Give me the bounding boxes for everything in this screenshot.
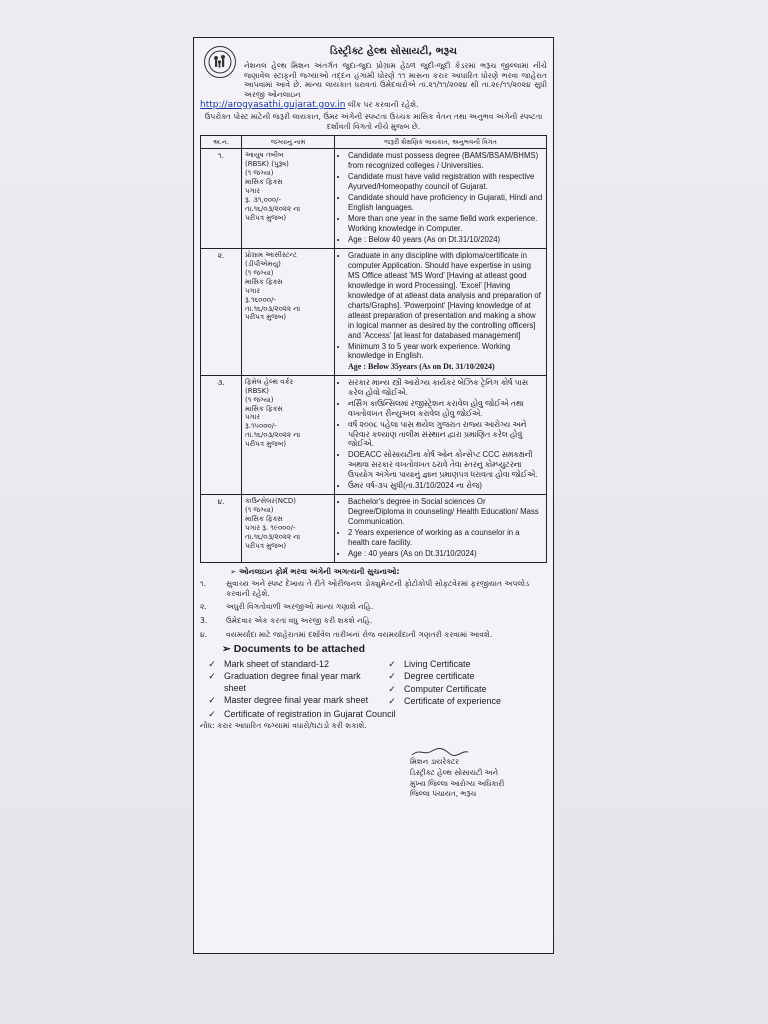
documents-heading: ➢ Documents to be attached <box>222 643 365 656</box>
notice-intro: નેશનલ હેલ્થ મિશન અંતર્ગત જુદા-જુદા પ્રોગ્રામ હેઠળ જુદી-જુદી કેડરમાં ભરૂચ જીલ્લામાં નીચે જણાવેલ સ્ટાફની જગ્યાઓ તદ્દન હંગામી ધોરણે ૧૧ માસના કરાર આધારિત ધોરણે ભરવા જાહેરાત આપવામાં આવે છે. માન્ય લાયકાત ધરાવતાં ઉમેદવારોએ તા.૨૧/૧૧/૨૦૨૪ થી તા.૨૯/૧૧/૨૦૨૪ સુધી અરજી ઓનલાઇન <box>244 60 547 99</box>
document-label: Graduation degree final year mark sheet <box>224 671 361 693</box>
row-number: ૧. <box>201 149 242 249</box>
row-number: ૪. <box>201 495 242 563</box>
list-item <box>380 671 547 683</box>
document-label: Master degree final year mark sheet <box>224 695 369 706</box>
requirement-item: • ઉંમર વર્ષ-૩૫ સુધી(તા.31/10/2024 ના રોજ) <box>348 481 543 491</box>
notice-link-line <box>200 100 547 112</box>
list-item-text: વયમર્યાદા માટે જાહેરાતમાં દર્શાવેલ તારીખનાં રોજ વયમર્યાદાની ગણતરી કરવામાં આવશે. <box>226 629 493 639</box>
document-label: Living Certificate <box>404 658 471 669</box>
list-item <box>200 602 547 612</box>
requirement-item: • More than one year in the same fielld work experience. Working knowledge in Computer. <box>348 214 543 234</box>
table-row <box>201 149 547 249</box>
table-header-row <box>201 135 547 148</box>
qualification-cell <box>335 149 547 249</box>
signature-line: જિલ્લા પંચાયત, ભરૂચ <box>410 789 477 799</box>
check-icon: ✓ <box>388 671 396 682</box>
list-item <box>200 630 547 640</box>
age-limit: Age : Below 35years (As on Dt. 31/10/2024) <box>348 362 495 372</box>
notice-intro-2: ઉપરોક્ત પોસ્ટ માટેની જરૂરી લાયકાત, ઉંમર અંગેની સ્પષ્ટતા ઉચ્ચક માસિક વેતન તથા અનુભવ અંગેની સ્પષ્ટતા દર્શાવતી વિગતો નીચે મુજબ છે. <box>204 112 543 131</box>
list-item <box>380 684 547 696</box>
check-icon: ✓ <box>388 683 396 694</box>
list-item <box>200 579 547 598</box>
requirement-item: • Age : Below 40 years (As on Dt.31/10/2024) <box>348 235 543 245</box>
post-name: પ્રોગ્રામ આસીસ્ટન્ટ (ડીપીએમયુ) (૧ જગ્યા) માસિક ફિક્સ પગાર રૂ.૧૬૦૦૦/- તા.૧૬/૦૩/૨૦૨૨ ના પરીપત્ર મુજબ) <box>242 248 335 375</box>
notice-document <box>193 37 554 954</box>
check-icon: ✓ <box>208 671 216 682</box>
signature-line: મુખ્ય જિલ્લા આરોગ્ય અધિકારી <box>410 778 505 788</box>
notice-title: ડિસ્ટ્રીક્ટ હેલ્થ સોસાયટી, ભરૂચ <box>329 46 458 57</box>
list-item-number: ૪. <box>200 629 208 639</box>
table-row <box>201 248 547 375</box>
health-logo-icon <box>204 46 236 78</box>
list-item <box>200 616 547 626</box>
requirement-item: • Bachelor's degree in Social sciences Or Degree/Diploma in counseling/ Health Education/ Mass Communication. <box>348 497 543 527</box>
list-item-number: ૨. <box>200 602 207 612</box>
qualification-cell <box>335 495 547 563</box>
signature-line: મિશન ડાયરેક્ટર <box>410 757 459 767</box>
note-text: નોંધ: કરાર આધારિત જગ્યામાં વધારો/ઘટાડો કરી શકાશે. <box>200 721 367 731</box>
header-qualification: જરૂરી શૈક્ષણિક લાયકાત, અનુભવની વિગત <box>335 135 547 148</box>
list-item-number: ૧. <box>200 578 207 588</box>
check-icon: ✓ <box>388 696 396 707</box>
requirement-item: • Candidate must possess degree (BAMS/BSAM/BHMS) from recognized colleges / Universities. <box>348 151 543 171</box>
requirement-item: • સરકાર માન્ય સ્ત્રી આરોગ્ય કાર્યકર બેઝિક ટ્રેનિંગ કોર્ષ પાસ કરેલ હોવો જોઈએ. <box>348 378 543 398</box>
document-label: Computer Certificate <box>404 683 487 694</box>
requirement-item: • Candidate should have proficiency in Gujarati, Hindi and English languages. <box>348 193 543 213</box>
post-name: કાઉન્સેલર(NCD) (૧ જગ્યા) માસિક ફિક્સ પગાર રૂ. ૧૯૦૦૦/- તા.૧૬/૦૩/૨૦૨૨ ના પરીપત્ર મુજબ) <box>242 495 335 563</box>
signature-scribble-icon <box>410 747 547 757</box>
list-item-text: ઉમેદવાર એક કરતાં વધુ અરજી કરી શકશે નહિ. <box>226 616 373 626</box>
posts-table <box>200 135 547 564</box>
row-number: ૨. <box>201 248 242 375</box>
requirement-item: • નર્સિંગ કાઉન્સિલમાં રજીસ્ટ્રેશન કરાવેલ હોવુ જોઈએ તથા વખતોવખત રીન્યુઅલ કરાવેલ હોવુ જોઈએ. <box>348 399 543 419</box>
post-name: ફિમેલ હેલ્થ વર્કર (RBSK) (૧ જગ્યા) માસિક ફિક્સ પગાર રૂ.૧૫૦૦૦/- તા.૧૬/૦૩/૨૦૨૨ ના પરીપત્ર મુજબ) <box>242 375 335 495</box>
list-item <box>200 671 380 694</box>
requirement-item: • DOEACC સોસાયટીના કોર્ષ ઓન કોન્સેપ્ટ CCC સમકક્ષની અથવા સરકાર વખતોવખત ઠરાવે તેવા સ્તરનું કોમ્પ્યુટરના ઉપયોગ અંગેના પાયાનું જ્ઞાન પ્રમાણપત્ર ધરાવતા હોવા જોઈએ. <box>348 450 543 480</box>
qualification-cell <box>335 375 547 495</box>
table-row <box>201 495 547 563</box>
post-name: આયુષ તબીબ (RBSK) (પુરૂષ) (૧ જગ્યા) માસિક ફિક્સ પગાર રૂ. ૩૧,૦૦૦/- તા.૧૬/૦૩/૨૦૨૨ ના પરીપત્ર મુજબ) <box>242 149 335 249</box>
list-item <box>200 695 380 707</box>
list-item-number: 3. <box>200 616 208 626</box>
list-item <box>200 659 380 671</box>
portal-link-suffix: લીંક પર કરવાની રહેશે. <box>347 99 419 109</box>
signature-line: ડિસ્ટ્રીક્ટ હેલ્થ સોસાયટી અને <box>410 767 498 777</box>
documents-list <box>200 659 547 709</box>
requirement-item: • Minimum 3 to 5 year work experience. Working knowledge in English. <box>348 342 543 362</box>
document-label: Degree certificate <box>404 671 475 682</box>
list-item-text: અધુરી વિગતોવાળી અરજીઓ માન્ય ગણાશે નહિ. <box>226 602 374 612</box>
requirement-item: • Candidate must have valid registration with respective Ayurved/Homeopathy council of Gujarat. <box>348 172 543 192</box>
table-row <box>201 375 547 495</box>
requirement-item: • Age : 40 years (As on Dt.31/10/2024) <box>348 549 543 559</box>
list-item <box>200 709 547 721</box>
requirement-item: • 2 Years experience of working as a counselor in a health care facility. <box>348 528 543 548</box>
instructions-heading: ➢ ઓનલાઇન ફોર્મ ભરવા અંગેની અગત્યની સુચનાઓ: <box>230 567 400 577</box>
document-label: Certificate of experience <box>404 696 502 707</box>
document-label: Mark sheet of standard-12 <box>224 658 330 669</box>
check-icon: ✓ <box>208 658 216 669</box>
documents-left-column <box>200 659 380 709</box>
list-item-text: સુવાચ્ય અને સ્પષ્ટ દેખાય તે રીતે ઓરીજનલ ડોક્યુમેન્ટની ફોટોકોપી સોફ્ટવેરમાં ફરજીયાત અપલોડ કરવાની રહેશે. <box>226 578 530 598</box>
requirement-item: • વર્ષ ૨૦૦૮ પહેલા પાસ થયેલ ગુજરાત રાજ્ય આરોગ્ય અને પરિવાર કલ્યાણ તાલીમ સંસ્થાન દ્વારા પ્રમાણિત કરેલ હોવું જોઈએ. <box>348 420 543 450</box>
check-icon: ✓ <box>208 695 216 706</box>
list-item <box>380 659 547 671</box>
signature-block <box>410 747 547 800</box>
requirement-item: • Graduate in any discipline with diploma/certificate in computer Application. Should have expertise in using MS Office atleast 'MS Word' [Having at atleast good knowledge in word Processing]. 'Excel' [Having knowledge of at atleast data analysis and preparation of charts/Graphs]. 'Powerpoint' [Having knowledge of at atleast preparation of presentation and making a show in logical manner as desired by the controlling officers] and 'Access' [at least for databased management] <box>348 251 543 341</box>
header-post-name: જગ્યાનું નામ <box>242 135 335 148</box>
check-icon: ✓ <box>208 708 216 719</box>
check-icon: ✓ <box>388 658 396 669</box>
header-sr-no: અ.નં. <box>201 135 242 148</box>
qualification-cell <box>335 248 547 375</box>
document-label: Certificate of registration in Gujarat Council <box>224 708 396 719</box>
instructions-list <box>200 579 547 640</box>
list-item <box>380 696 547 708</box>
documents-right-column <box>380 659 547 709</box>
row-number: ૩. <box>201 375 242 495</box>
portal-link[interactable]: http://arogyasathi.gujarat.gov.in <box>200 99 346 110</box>
